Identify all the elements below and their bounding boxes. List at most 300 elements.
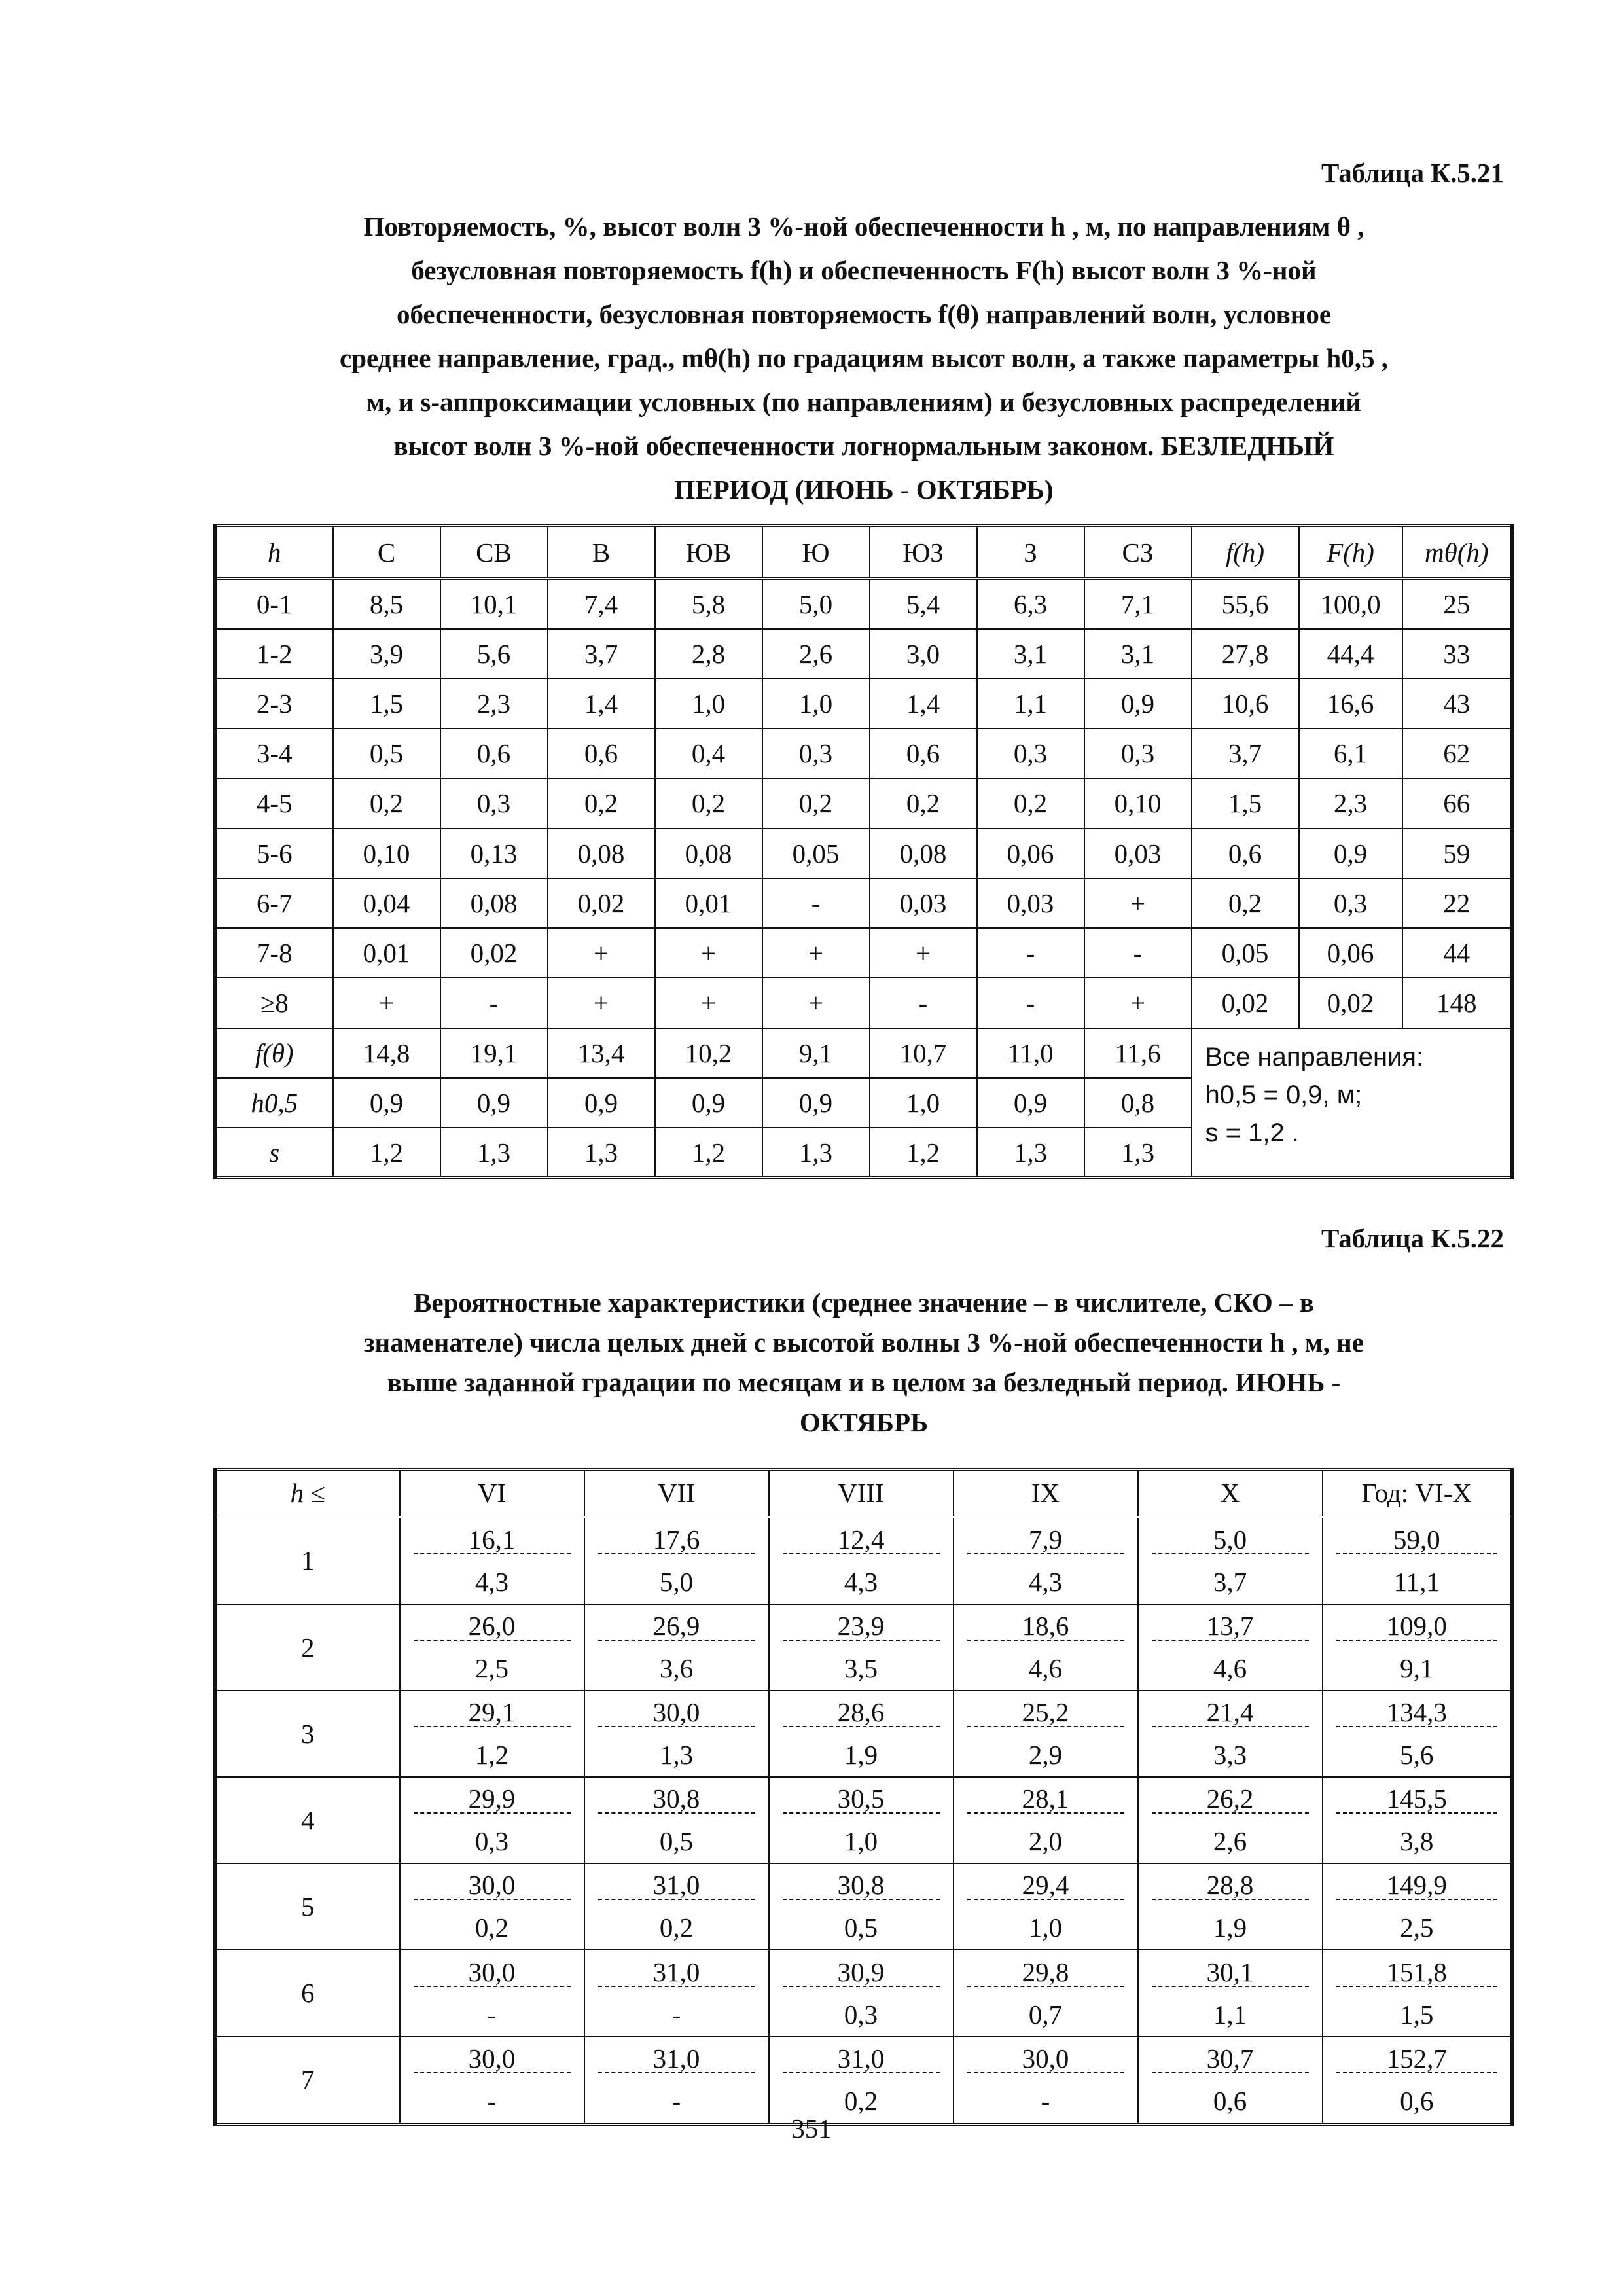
table-cell: 1,3 [440,1128,548,1177]
mean-cell [1323,1863,1512,1907]
table-cell: 55,6 [1192,579,1299,628]
table-cell: 13,4 [548,1028,655,1078]
table-row [215,1517,1512,1561]
row-header: 2 [215,1604,400,1691]
caption-line: безусловная повторяемость f(h) и обеспеченность F(h) высот волн 3 %-ной [411,255,1317,285]
column-header: F(h) [1299,526,1402,579]
table-cell: 0,08 [655,829,762,878]
table-cell: 0,06 [977,829,1084,878]
column-header: X [1138,1470,1323,1517]
table-row [215,728,1512,778]
row-header: s [215,1128,333,1177]
sd-cell: 2,9 [954,1734,1138,1777]
mean-cell [400,1777,584,1820]
table-cell: 1,0 [870,1078,977,1128]
table-cell: 1,3 [977,1128,1084,1177]
table-row [215,1820,1512,1863]
table-cell: 5,0 [762,579,870,628]
sd-cell: 4,3 [400,1561,584,1604]
table-cell: - [977,928,1084,978]
mean-value: 23,9 [783,1611,940,1641]
table-cell: 0,05 [1192,928,1299,978]
sd-cell: 0,6 [1138,2080,1323,2125]
table-cell: 6,1 [1299,728,1402,778]
table-cell: 1,5 [1192,778,1299,828]
table-label: Таблица К.5.22 [1321,1223,1504,1253]
sd-cell: 3,8 [1323,1820,1512,1863]
row-header: 4-5 [215,778,333,828]
table-cell: + [870,928,977,978]
table-cell: 1,4 [870,679,977,728]
table-cell: 3,1 [977,629,1084,679]
table-cell: 0,8 [1084,1078,1192,1128]
column-header: h [215,526,333,579]
table-cell: 25 [1402,579,1512,628]
table-cell: 66 [1402,778,1512,828]
column-header: В [548,526,655,579]
column-header: СЗ [1084,526,1192,579]
mean-cell [954,1950,1138,1993]
column-header: VIII [769,1470,954,1517]
mean-value: 145,5 [1336,1784,1498,1814]
table-label: Таблица К.5.21 [1321,158,1504,188]
sd-cell: 0,2 [400,1907,584,1950]
table-cell: 1,2 [655,1128,762,1177]
mean-cell [584,1863,769,1907]
row-header: 3 [215,1691,400,1777]
table-cell: 0,08 [548,829,655,878]
mean-cell [584,1777,769,1820]
sd-cell: 1,0 [954,1907,1138,1950]
column-header: Ю [762,526,870,579]
table-cell: 0,02 [1299,978,1402,1028]
note-line: s = 1,2 . [1205,1118,1299,1147]
table-cell: 1,1 [977,679,1084,728]
mean-value: 25,2 [967,1698,1124,1727]
table-cell: 0,3 [762,728,870,778]
table-cell: 0,5 [333,728,440,778]
sd-cell: 2,5 [1323,1907,1512,1950]
column-header: Год: VI-X [1323,1470,1512,1517]
mean-cell [1138,1777,1323,1820]
table-cell: 10,6 [1192,679,1299,728]
mean-value: 28,8 [1152,1871,1309,1900]
sd-cell: - [584,1994,769,2037]
table-cell: 5,4 [870,579,977,628]
table-cell: - [762,878,870,928]
table-cell: + [548,978,655,1028]
mean-cell [769,1950,954,1993]
table-row [215,1777,1512,1820]
sd-cell: 3,3 [1138,1734,1323,1777]
table-cell: 0,2 [977,778,1084,828]
table-row [215,1950,1512,1993]
mean-value: 30,9 [783,1958,940,1987]
mean-cell [769,1517,954,1561]
page-number: 351 [791,2113,832,2144]
table-cell: 6,3 [977,579,1084,628]
mean-cell [400,1950,584,1993]
mean-value: 26,9 [598,1611,755,1641]
mean-cell [400,1863,584,1907]
row-header: 6 [215,1950,400,2036]
table-cell: 1,2 [870,1128,977,1177]
row-header: 1 [215,1517,400,1604]
column-header: ЮВ [655,526,762,579]
table-cell: 62 [1402,728,1512,778]
mean-value: 16,1 [414,1525,571,1554]
table-cell: 0,9 [655,1078,762,1128]
table-cell: 1,3 [762,1128,870,1177]
table-row [215,1604,1512,1647]
mean-cell [1323,2037,1512,2080]
mean-value: 31,0 [598,2044,755,2073]
table-cell: - [440,978,548,1028]
table-row [215,1561,1512,1604]
table-cell: 0,3 [977,728,1084,778]
mean-cell [1138,1604,1323,1647]
row-header: 7 [215,2037,400,2125]
table-cell: 0,01 [655,878,762,928]
mean-cell [400,1517,584,1561]
column-header: VII [584,1470,769,1517]
mean-value: 151,8 [1336,1958,1498,1987]
note-line: Все направления: [1205,1042,1424,1071]
sd-cell: 1,9 [769,1734,954,1777]
table-cell: - [870,978,977,1028]
mean-cell [954,1863,1138,1907]
row-header: 4 [215,1777,400,1863]
mean-cell [1323,1604,1512,1647]
table-row [215,1647,1512,1691]
sd-cell: 4,6 [1138,1647,1323,1691]
mean-value: 152,7 [1336,2044,1498,2073]
row-header: 0-1 [215,579,333,628]
table-cell: 1,0 [655,679,762,728]
table-cell: 3,7 [1192,728,1299,778]
sd-cell: 9,1 [1323,1647,1512,1691]
table-row [215,579,1512,628]
sd-cell: 11,1 [1323,1561,1512,1604]
sd-cell: 0,2 [769,2080,954,2125]
table-cell: 0,02 [1192,978,1299,1028]
table-cell: 0,10 [333,829,440,878]
table-cell: + [1084,978,1192,1028]
table-cell: 10,7 [870,1028,977,1078]
mean-value: 29,4 [967,1871,1124,1900]
table-cell: 0,3 [1299,878,1402,928]
table-cell: 0,6 [1192,829,1299,878]
sd-cell: 4,3 [954,1561,1138,1604]
mean-cell [584,1691,769,1734]
table-cell: 3,7 [548,629,655,679]
table-row [215,978,1512,1028]
row-header: 6-7 [215,878,333,928]
sd-cell: 0,2 [584,1907,769,1950]
calm-days-table [213,1468,1514,2126]
mean-value: 149,9 [1336,1871,1498,1900]
caption-line: среднее направление, град., mθ(h) по градациям высот волн, а также параметры h0,5 , [340,343,1388,373]
mean-value: 29,8 [967,1958,1124,1987]
mean-cell [1138,1517,1323,1561]
table-cell: 5,8 [655,579,762,628]
sd-cell: 1,1 [1138,1994,1323,2037]
mean-cell [769,1604,954,1647]
mean-value: 134,3 [1336,1698,1498,1727]
row-header: f(θ) [215,1028,333,1078]
table-cell: 0,9 [333,1078,440,1128]
table-cell: 8,5 [333,579,440,628]
table-cell: 1,3 [1084,1128,1192,1177]
mean-cell [954,1517,1138,1561]
table-cell: 19,1 [440,1028,548,1078]
mean-cell [584,1517,769,1561]
table-cell: 11,0 [977,1028,1084,1078]
sd-cell: 0,6 [1323,2080,1512,2125]
mean-cell [1138,1863,1323,1907]
caption-line: м, и s-аппроксимации условных (по направлениям) и безусловных распределений [366,387,1361,417]
mean-value: 30,0 [414,1958,571,1987]
caption-line: высот волн 3 %-ной обеспеченности логнормальным законом. БЕЗЛЕДНЫЙ [393,431,1334,461]
table-cell: 0,03 [1084,829,1192,878]
table-cell: 27,8 [1192,629,1299,679]
row-header: 5 [215,1863,400,1950]
table-cell: 3,0 [870,629,977,679]
table-cell: 14,8 [333,1028,440,1078]
table-cell: + [655,978,762,1028]
table-cell: 0,05 [762,829,870,878]
caption-line: Вероятностные характеристики (среднее значение – в числителе, СКО – в [414,1287,1314,1318]
table-caption [216,1283,1512,1443]
table-cell: 11,6 [1084,1028,1192,1078]
table-row [215,829,1512,878]
table-cell: 5,6 [440,629,548,679]
caption-line: ПЕРИОД (ИЮНЬ - ОКТЯБРЬ) [674,475,1054,505]
table-cell: 0,10 [1084,778,1192,828]
sd-cell: 1,9 [1138,1907,1323,1950]
row-header: ≥8 [215,978,333,1028]
sd-cell: 0,5 [584,1820,769,1863]
mean-value: 31,0 [598,1958,755,1987]
column-header: СВ [440,526,548,579]
table-row [215,778,1512,828]
table-cell: - [1084,928,1192,978]
table-cell: 1,0 [762,679,870,728]
mean-value: 29,9 [414,1784,571,1814]
table-cell: 0,02 [548,878,655,928]
table-cell: + [333,978,440,1028]
table-cell: 0,03 [870,878,977,928]
table-cell: 0,6 [870,728,977,778]
table-cell: 0,2 [333,778,440,828]
sd-cell: 2,6 [1138,1820,1323,1863]
table-cell: 0,2 [1192,878,1299,928]
mean-cell [584,2037,769,2080]
table-cell: 33 [1402,629,1512,679]
table-cell: 0,9 [1084,679,1192,728]
table-row [215,679,1512,728]
table-cell: 3,9 [333,629,440,679]
table-cell: + [762,928,870,978]
mean-value: 26,2 [1152,1784,1309,1814]
mean-cell [769,2037,954,2080]
table-cell: 0,4 [655,728,762,778]
mean-cell [1138,2037,1323,2080]
mean-cell [584,1950,769,1993]
table-cell: 0,2 [655,778,762,828]
table-cell: 16,6 [1299,679,1402,728]
column-header: IX [954,1470,1138,1517]
sd-cell: - [400,2080,584,2125]
all-directions-note [1192,1028,1512,1178]
mean-cell [1138,1691,1323,1734]
sd-cell: 4,3 [769,1561,954,1604]
mean-value: 29,1 [414,1698,571,1727]
mean-value: 7,9 [967,1525,1124,1554]
mean-cell [1323,1517,1512,1561]
mean-value: 59,0 [1336,1525,1498,1554]
column-header: f(h) [1192,526,1299,579]
table-cell: 148 [1402,978,1512,1028]
row-header: 1-2 [215,629,333,679]
sd-cell: 0,3 [400,1820,584,1863]
caption-line: Повторяемость, %, высот волн 3 %-ной обеспеченности h , м, по направлениям θ , [363,211,1364,242]
sd-cell: 1,2 [400,1734,584,1777]
table-cell: + [548,928,655,978]
table-cell: 0,2 [762,778,870,828]
table-cell: 0,9 [977,1078,1084,1128]
table-cell: 0,08 [440,878,548,928]
row-header: 5-6 [215,829,333,878]
table-cell: 1,5 [333,679,440,728]
sd-cell: 5,6 [1323,1734,1512,1777]
mean-value: 30,8 [598,1784,755,1814]
column-header: h ≤ [215,1470,400,1517]
mean-cell [954,1604,1138,1647]
table-cell: 7,4 [548,579,655,628]
table-cell: 9,1 [762,1028,870,1078]
caption-line: ОКТЯБРЬ [799,1407,929,1437]
table-cell: 100,0 [1299,579,1402,628]
row-header: 7-8 [215,928,333,978]
column-header: З [977,526,1084,579]
table-cell: 0,03 [977,878,1084,928]
table-cell: 43 [1402,679,1512,728]
table-cell: 10,1 [440,579,548,628]
mean-value: 30,0 [967,2044,1124,2073]
caption-line: знаменателе) числа целых дней с высотой волны 3 %-ной обеспеченности h , м, не [363,1327,1364,1357]
mean-value: 12,4 [783,1525,940,1554]
table-caption [216,205,1512,512]
row-header: h0,5 [215,1078,333,1128]
column-header: ЮЗ [870,526,977,579]
table-cell: 0,2 [548,778,655,828]
mean-value: 28,6 [783,1698,940,1727]
sd-cell: 3,7 [1138,1561,1323,1604]
sd-cell: 0,7 [954,1994,1138,2037]
sd-cell: - [584,2080,769,2125]
mean-cell [1323,1950,1512,1993]
column-header: С [333,526,440,579]
table-row [215,1028,1512,1078]
mean-cell [954,1777,1138,1820]
mean-cell [400,1604,584,1647]
mean-cell [584,1604,769,1647]
table-cell: 2,3 [1299,778,1402,828]
mean-value: 109,0 [1336,1611,1498,1641]
sd-cell: 1,3 [584,1734,769,1777]
mean-value: 13,7 [1152,1611,1309,1641]
table-row [215,878,1512,928]
row-header: 3-4 [215,728,333,778]
mean-cell [954,2037,1138,2080]
table-cell: 3,1 [1084,629,1192,679]
table-cell: 0,06 [1299,928,1402,978]
mean-value: 30,1 [1152,1958,1309,1987]
mean-value: 30,0 [598,1698,755,1727]
mean-value: 28,1 [967,1784,1124,1814]
mean-value: 21,4 [1152,1698,1309,1727]
table-cell: 22 [1402,878,1512,928]
wave-frequency-table [213,524,1514,1179]
table-cell: 44,4 [1299,629,1402,679]
mean-cell [400,2037,584,2080]
table-cell: 2,3 [440,679,548,728]
mean-cell [769,1691,954,1734]
table-row [215,1907,1512,1950]
table-cell: 0,04 [333,878,440,928]
sd-cell: 1,0 [769,1820,954,1863]
caption-line: выше заданной градации по месяцам и в целом за безледный период. ИЮНЬ - [387,1367,1341,1397]
table-cell: + [762,978,870,1028]
table-cell: + [655,928,762,978]
table-cell: 10,2 [655,1028,762,1078]
mean-value: 30,0 [414,2044,571,2073]
table-cell: 0,3 [1084,728,1192,778]
table-cell: 1,3 [548,1128,655,1177]
sd-cell: - [400,1994,584,2037]
mean-cell [769,1863,954,1907]
table-cell: + [1084,878,1192,928]
caption-line: обеспеченности, безусловная повторяемость f(θ) направлений волн, условное [396,299,1332,329]
table-row [215,2037,1512,2080]
mean-value: 17,6 [598,1525,755,1554]
mean-value: 31,0 [783,2044,940,2073]
table-cell: 0,01 [333,928,440,978]
table-cell: 0,13 [440,829,548,878]
sd-cell: 1,5 [1323,1994,1512,2037]
table-row [215,1691,1512,1734]
table-cell: 59 [1402,829,1512,878]
table-cell: 0,2 [870,778,977,828]
mean-cell [400,1691,584,1734]
table-cell: 0,9 [548,1078,655,1128]
sd-cell: 0,5 [769,1907,954,1950]
table-cell: 0,6 [548,728,655,778]
mean-value: 18,6 [967,1611,1124,1641]
table-cell: 2,8 [655,629,762,679]
sd-cell: 5,0 [584,1561,769,1604]
table-cell: 0,3 [440,778,548,828]
sd-cell: 3,5 [769,1647,954,1691]
mean-cell [1323,1777,1512,1820]
table-row [215,928,1512,978]
row-header: 2-3 [215,679,333,728]
sd-cell: 2,0 [954,1820,1138,1863]
table-cell: 2,6 [762,629,870,679]
table-cell: 1,4 [548,679,655,728]
column-header: mθ(h) [1402,526,1512,579]
